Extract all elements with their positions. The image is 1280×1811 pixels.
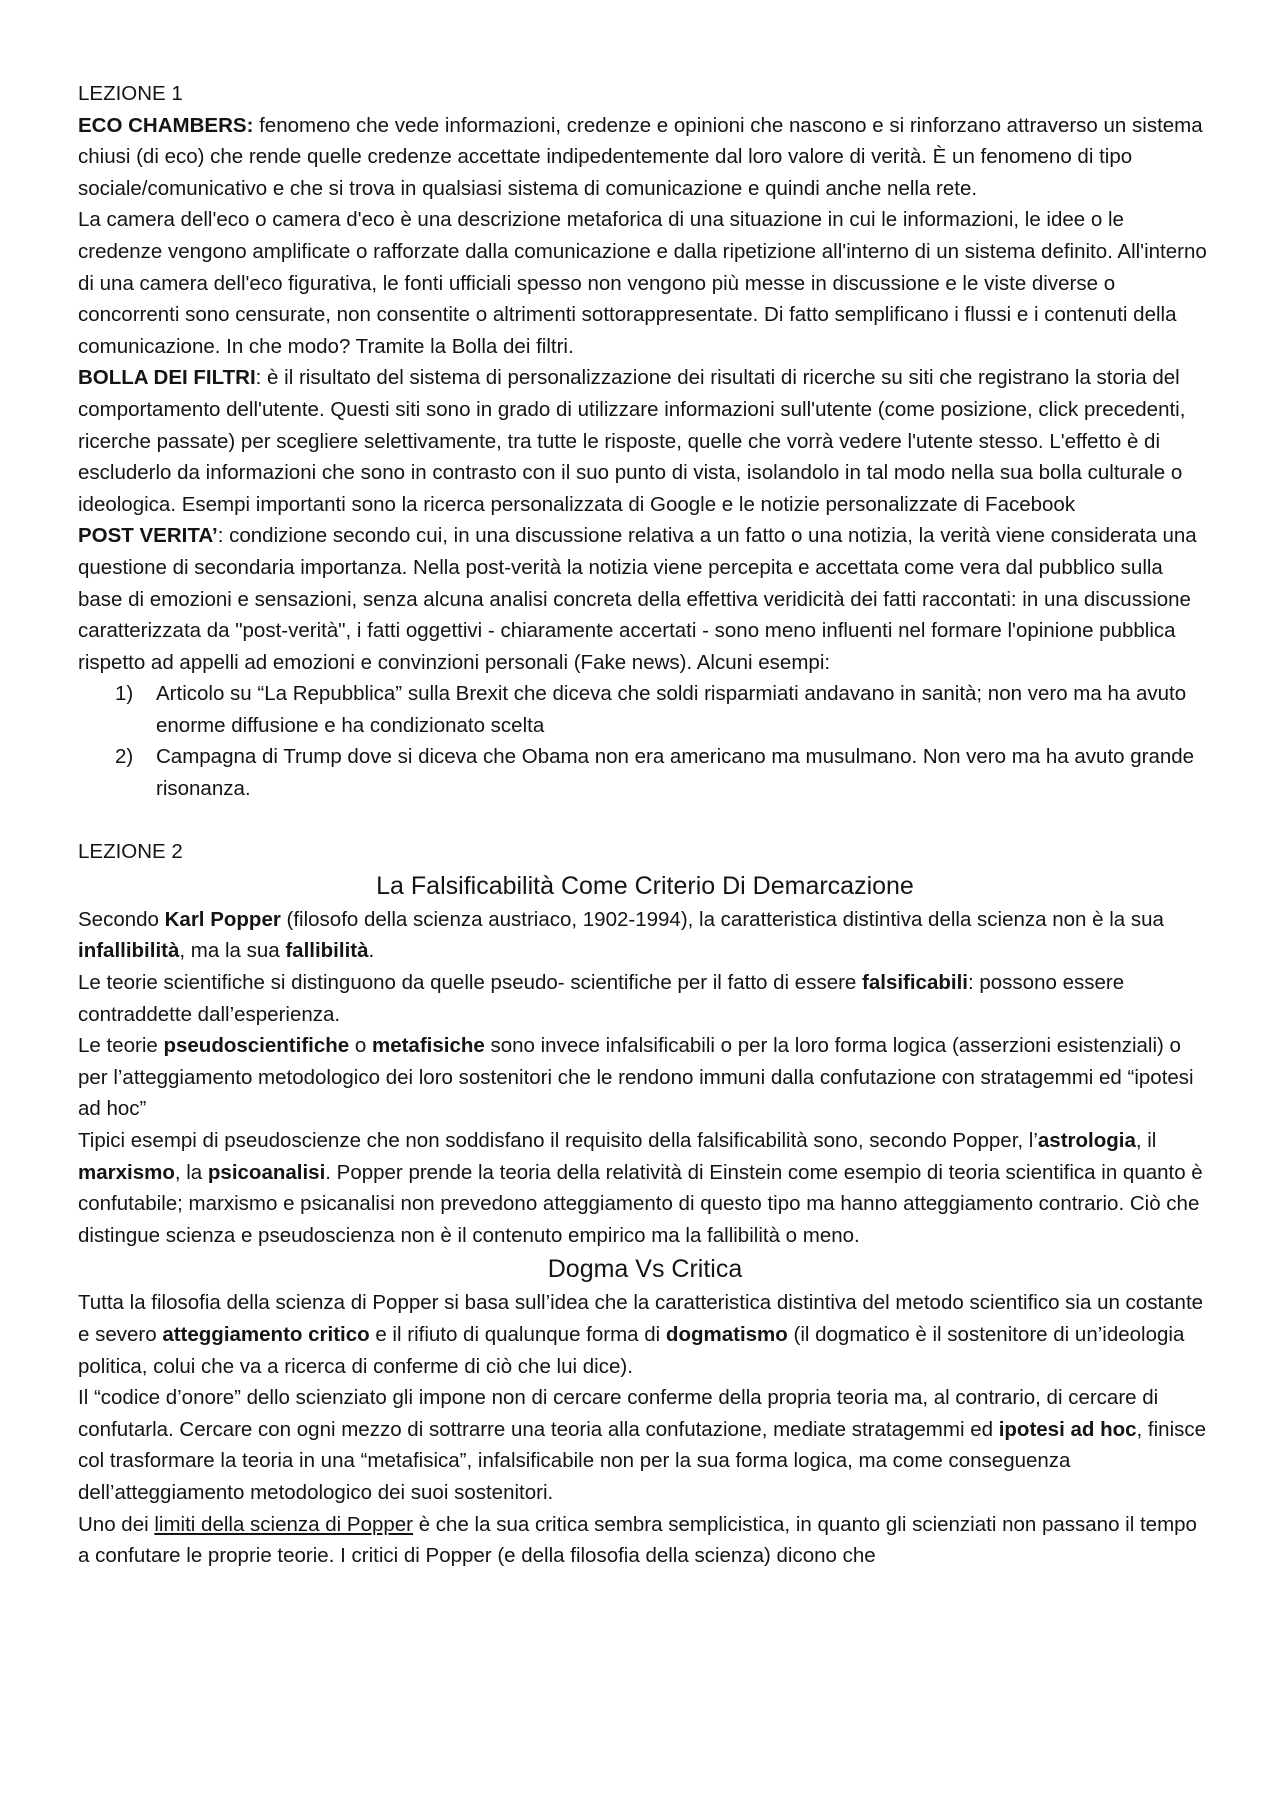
filosofia-popper-paragraph [78, 1287, 1212, 1382]
post-verita-definition: : condizione secondo cui, in una discussione relativa a un fatto o una notizia, la verità viene considerata una questione di secondaria importanza. Nella post-verità la notizia viene percepita e accettata come vera dal pubblico sulla base di emozioni e sensazioni, senza alcuna analisi concreta della effettiva veridicità dei fatti raccontati: in una discussione caratterizzata da "post-verità", i fatti oggettivi - chiaramente accertati - sono meno influenti nel formare l'opinione pubblica rispetto ad appelli ad emozioni e convinzioni personali (Fake news). Alcuni esempi: [78, 524, 1197, 674]
codice-onore-paragraph [78, 1382, 1212, 1508]
astrologia-term: astrologia [1037, 1129, 1136, 1152]
metafisiche-term: metafisiche [371, 1034, 485, 1058]
bolla-filtri-term: BOLLA DEI FILTRI [78, 366, 256, 390]
atteggiamento-critico-term: atteggiamento critico [162, 1322, 370, 1346]
text-run: (il dogmatico è il sostenitore di un’ideologia politica, colui che va a ricerca di conferme di ciò che lui dice). [78, 1322, 1185, 1378]
text-run: , ma la sua [179, 939, 286, 963]
eco-chambers-paragraph [78, 110, 1212, 205]
heading-falsificabilita: La Falsificabilità Come Criterio Di Demarcazione [376, 871, 914, 900]
karl-popper-term: Karl Popper [164, 907, 281, 931]
text-run: : possono essere contraddette dall’esperienza. [78, 971, 1125, 1026]
text-run: Secondo [78, 907, 165, 931]
fallibilita-term: fallibilità [285, 939, 369, 963]
text-run: è che la sua critica sembra semplicistica, in quanto gli scienziati non passano il tempo a confutare le proprie teorie. I critici di Popper (e della filosofia della scienza) dicono che [78, 1512, 1197, 1568]
text-run: Tutta la filosofia della scienza di Popper si basa sull’idea che la caratteristica distintiva del metodo scientifico sia un costante e severo [78, 1291, 1204, 1346]
text-run: . [368, 939, 375, 963]
eco-chambers-definition: fenomeno che vede informazioni, credenze e opinioni che nascono e si rinforzano attraverso un sistema chiusi (di eco) che rende quelle credenze accettate indipedentemente dal loro valore di verità. È un fenomeno di tipo sociale/comunicativo e che si trova in qualsiasi sistema di comunicazione e quindi anche nella rete. [78, 113, 1203, 200]
text-run: , finisce col trasformare la teoria in una “metafisica”, infalsificabile non per la sua forma logica, ma come conseguenza dell’atteggiamento metodologico dei suoi sostenitori. [78, 1417, 1207, 1504]
pseudoscientifiche-paragraph [78, 1030, 1212, 1125]
lesson-2-label: LEZIONE 2 [78, 840, 183, 864]
text-run: sono invece infalsificabili o per la loro forma logica (asserzioni esistenziali) o per l’atteggiamento metodologico dei loro sostenitori che le rendono immuni dalla confutazione con stratagemmi ed “ipotesi ad hoc” [78, 1034, 1194, 1121]
bolla-filtri-paragraph [78, 362, 1212, 520]
marxismo-term: marxismo [78, 1160, 175, 1184]
list-item-number: 1) [115, 682, 134, 706]
post-verita-term: POST VERITA’ [78, 524, 218, 548]
heading-dogma-vs-critica: Dogma Vs Critica [547, 1255, 743, 1284]
bolla-filtri-definition: : è il risultato del sistema di personalizzazione dei risultati di ricerche su siti che registrano la storia del comportamento dell'utente. Questi siti sono in grado di utilizzare informazioni sull'utente (come posizione, click precedenti, ricerche passate) per scegliere selettivamente, tra tutte le risposte, quelle che vorrà vedere l'utente stesso. L'effetto è di escluderlo da informazioni che sono in contrasto con il suo punto di vista, isolandolo in tal modo nella sua bolla culturale o ideologica. Esempi importanti sono la ricerca personalizzata di Google e le notizie personalizzate di Facebook [78, 366, 1186, 516]
text-run: Tipici esempi di pseudoscienze che non soddisfano il requisito della falsificabilità sono, secondo Popper, l’ [78, 1129, 1038, 1152]
pseudoscientifiche-term: pseudoscientifiche [163, 1034, 350, 1058]
limiti-popper-paragraph [78, 1509, 1212, 1572]
infallibilita-term: infallibilità [78, 939, 180, 963]
text-run: Le teorie [78, 1034, 164, 1058]
ipotesi-ad-hoc-term: ipotesi ad hoc [998, 1417, 1137, 1441]
camera-eco-paragraph: La camera dell'eco o camera d'eco è una descrizione metaforica di una situazione in cui le informazioni, le idee o le credenze vengono amplificate o rafforzate dalla comunicazione e dalla ripetizione all'interno di un sistema definito. All'interno di una camera dell'eco figurativa, le fonti ufficiali spesso non vengono più messe in discussione e le viste diverse o concorrenti sono censurate, non consentite o altrimenti sottorappresentate. Di fatto semplificano i flussi e i contenuti della comunicazione. In che modo? Tramite la Bolla dei filtri. [78, 208, 1207, 358]
popper-paragraph [78, 904, 1212, 967]
falsificabili-term: falsificabili [862, 971, 968, 995]
text-run: Le teorie scientifiche si distinguono da quelle pseudo- scientifiche per il fatto di essere [78, 971, 863, 995]
blank-line [78, 805, 1212, 837]
lesson-1-label: LEZIONE 1 [78, 82, 183, 105]
psicoanalisi-term: psicoanalisi [207, 1160, 326, 1184]
list-item [115, 741, 1212, 804]
text-run: , la [174, 1160, 208, 1184]
text-run: e il rifiuto di qualunque forma di [369, 1322, 666, 1346]
text-run: , il [1135, 1129, 1157, 1152]
list-item-text: Articolo su “La Repubblica” sulla Brexit che diceva che soldi risparmiati andavano in sanità; non vero ma ha avuto enorme diffusione e ha condizionato scelta [156, 682, 1187, 737]
dogmatismo-term: dogmatismo [665, 1322, 788, 1346]
text-run: Il “codice d’onore” dello scienziato gli impone non di cercare conferme della propria teoria ma, al contrario, di cercare di confutarla. Cercare con ogni mezzo di sottrarre una teoria alla confutazione, mediate stratagemmi ed [78, 1386, 1159, 1441]
list-item-text: Campagna di Trump dove si diceva che Obama non era americano ma musulmano. Non vero ma ha avuto grande risonanza. [156, 745, 1195, 801]
list-item [115, 678, 1212, 741]
examples-list [78, 678, 1212, 804]
text-run: Uno dei [78, 1512, 155, 1536]
list-item-number: 2) [115, 745, 134, 769]
limiti-underlined-term: limiti della scienza di Popper [154, 1512, 414, 1536]
text-run: . Popper prende la teoria della relatività di Einstein come esempio di teoria scientifica in quanto è confutabile; marxismo e psicanalisi non prevedono atteggiamento di questo tipo ma hanno atteggiamento contrario. Ciò che distingue scienza e pseudoscienza non è il contenuto empirico ma la fallibilità o meno. [78, 1160, 1203, 1247]
post-verita-paragraph [78, 520, 1212, 678]
text-run: o [349, 1034, 372, 1058]
text-run: (filosofo della scienza austriaco, 1902-1994), la caratteristica distintiva della scienza non è la sua [280, 907, 1164, 931]
falsificabili-paragraph [78, 967, 1212, 1030]
esempi-pseudoscienze-paragraph [78, 1125, 1212, 1251]
eco-chambers-term: ECO CHAMBERS: [78, 113, 254, 137]
